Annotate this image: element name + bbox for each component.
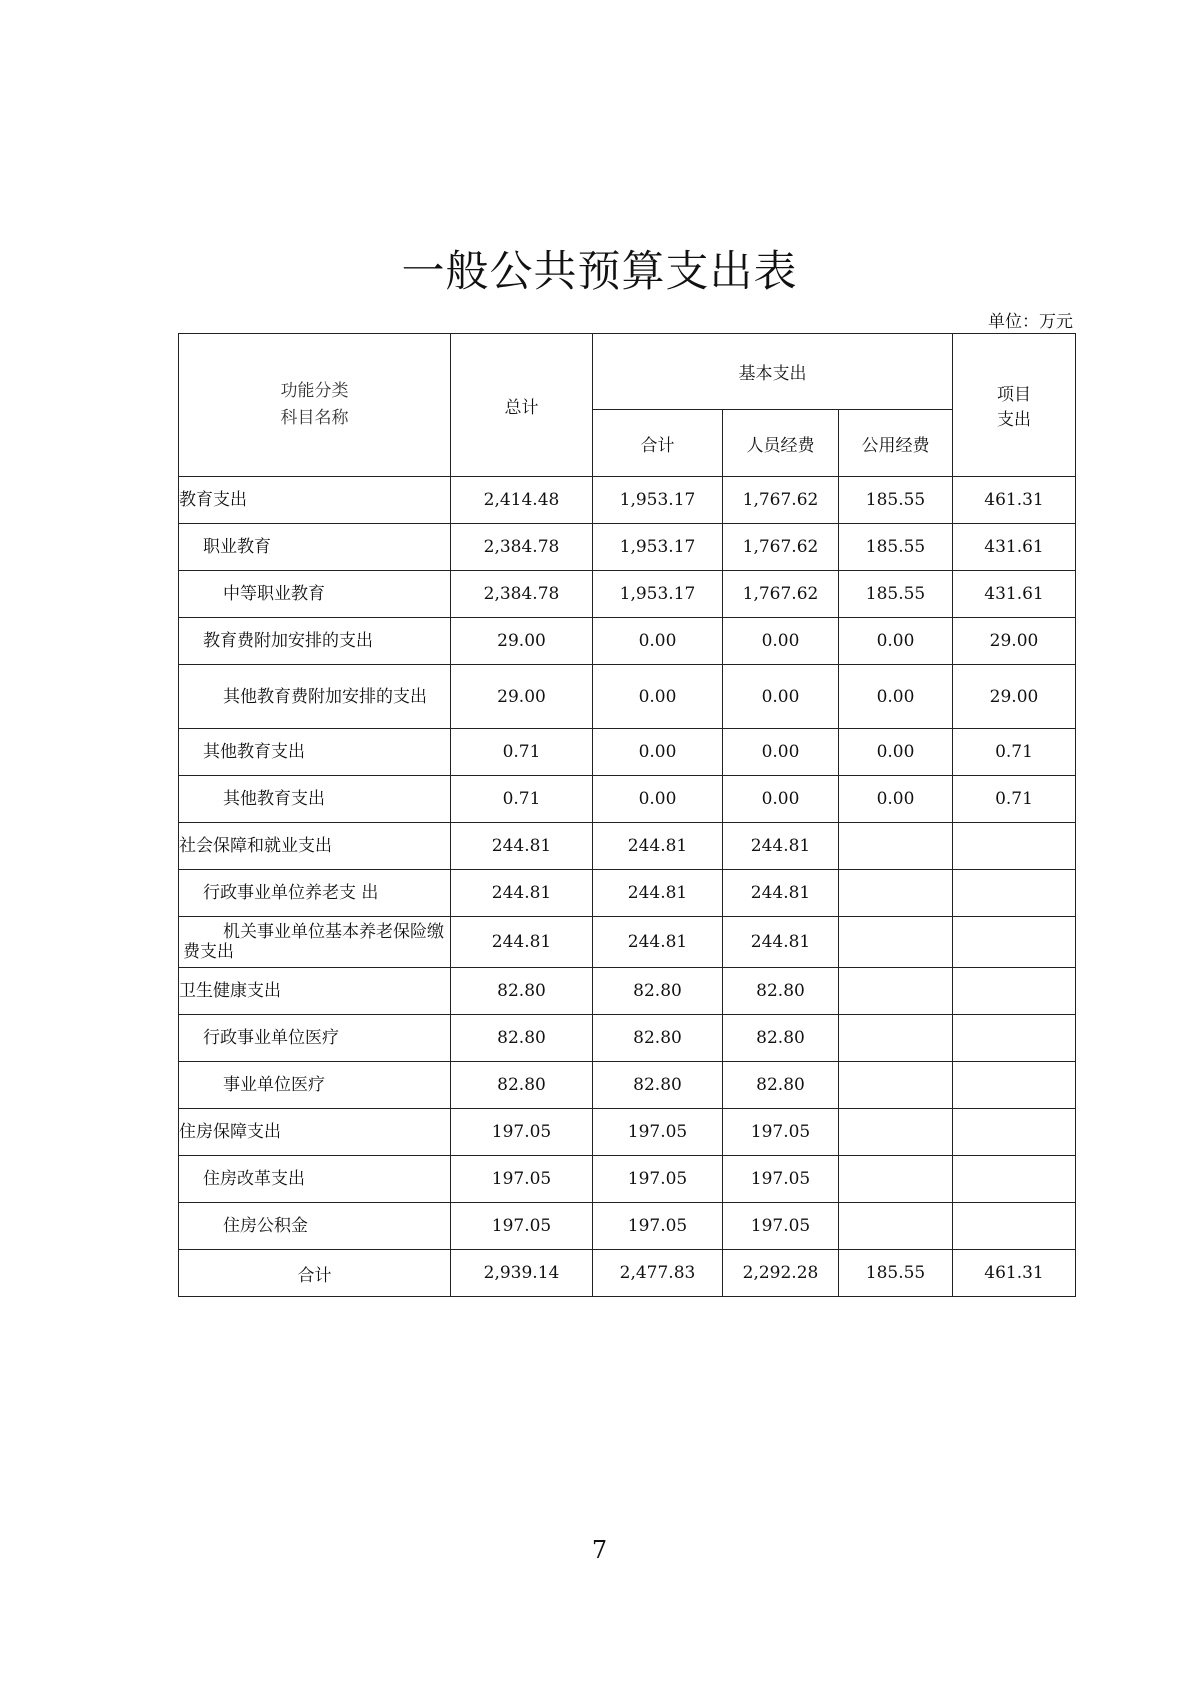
cell-project [953,968,1076,1015]
row-name: 行政事业单位养老支 出 [179,870,451,917]
header-category-line2: 科目名称 [280,408,349,428]
row-name: 住房保障支出 [179,1109,451,1156]
cell-personnel: 82.80 [723,1015,839,1062]
table-row [179,870,1076,917]
cell-project [953,823,1076,870]
table-row [179,1156,1076,1203]
cell-total: 197.05 [451,1203,593,1250]
cell-personnel: 197.05 [723,1156,839,1203]
cell-total: 2,414.48 [451,477,593,524]
cell-subtotal: 82.80 [593,1062,723,1109]
cell-public [839,1015,953,1062]
page-number: 7 [591,1536,608,1564]
cell-public [839,968,953,1015]
table-row [179,776,1076,823]
cell-public: 0.00 [839,776,953,823]
header-project-line2: 支出 [997,410,1031,430]
row-name: 机关事业单位基本养老保险缴费支出 [179,917,451,968]
cell-public [839,1156,953,1203]
cell-total: 244.81 [451,917,593,968]
table-row [179,968,1076,1015]
table-row [179,1062,1076,1109]
cell-personnel: 0.00 [723,729,839,776]
cell-personnel: 0.00 [723,618,839,665]
cell-total: 2,384.78 [451,571,593,618]
cell-subtotal: 0.00 [593,618,723,665]
header-public: 公用经费 [839,410,953,477]
row-name: 教育费附加安排的支出 [179,618,451,665]
row-name: 行政事业单位医疗 [179,1015,451,1062]
table-row [179,1109,1076,1156]
page-title: 一般公共预算支出表 [401,247,798,297]
cell-total: 244.81 [451,823,593,870]
table-row [179,917,1076,968]
cell-public [839,1109,953,1156]
cell-public: 185.55 [839,477,953,524]
cell-public: 185.55 [839,524,953,571]
cell-personnel: 244.81 [723,870,839,917]
cell-project: 461.31 [953,477,1076,524]
cell-personnel: 244.81 [723,917,839,968]
header-total: 总计 [451,334,593,477]
cell-project: 29.00 [953,618,1076,665]
cell-total: 0.71 [451,776,593,823]
row-name: 住房公积金 [179,1203,451,1250]
cell-project [953,1156,1076,1203]
row-name: 社会保障和就业支出 [179,823,451,870]
row-name: 其他教育费附加安排的支出 [179,665,451,729]
cell-personnel: 0.00 [723,776,839,823]
cell-project [953,1109,1076,1156]
cell-total: 29.00 [451,618,593,665]
row-name: 卫生健康支出 [179,968,451,1015]
cell-public [839,917,953,968]
cell-subtotal: 82.80 [593,1015,723,1062]
cell-total: 82.80 [451,1015,593,1062]
cell-total: 82.80 [451,1062,593,1109]
cell-project [953,1015,1076,1062]
cell-subtotal: 0.00 [593,776,723,823]
cell-personnel: 244.81 [723,823,839,870]
budget-table [178,333,1076,1297]
header-category [179,334,451,477]
cell-subtotal: 244.81 [593,870,723,917]
row-name: 职业教育 [179,524,451,571]
cell-public [839,1203,953,1250]
grand-total-project: 461.31 [953,1250,1076,1297]
cell-public: 0.00 [839,729,953,776]
table-row [179,665,1076,729]
cell-project: 0.71 [953,776,1076,823]
row-name: 事业单位医疗 [179,1062,451,1109]
cell-subtotal: 0.00 [593,665,723,729]
cell-personnel: 1,767.62 [723,524,839,571]
header-personnel: 人员经费 [723,410,839,477]
cell-personnel: 1,767.62 [723,477,839,524]
grand-total-public: 185.55 [839,1250,953,1297]
table-row [179,1203,1076,1250]
cell-public [839,1062,953,1109]
cell-public [839,823,953,870]
cell-subtotal: 0.00 [593,729,723,776]
cell-personnel: 82.80 [723,1062,839,1109]
grand-total-label: 合计 [179,1250,451,1297]
row-name: 教育支出 [179,477,451,524]
cell-personnel: 197.05 [723,1109,839,1156]
cell-subtotal: 244.81 [593,823,723,870]
table-row [179,729,1076,776]
cell-total: 197.05 [451,1109,593,1156]
grand-total-total: 2,939.14 [451,1250,593,1297]
cell-subtotal: 1,953.17 [593,524,723,571]
cell-total: 197.05 [451,1156,593,1203]
grand-total-subtotal: 2,477.83 [593,1250,723,1297]
cell-public [839,870,953,917]
cell-personnel: 82.80 [723,968,839,1015]
cell-total: 0.71 [451,729,593,776]
cell-public: 0.00 [839,665,953,729]
cell-total: 2,384.78 [451,524,593,571]
cell-personnel: 0.00 [723,665,839,729]
cell-project [953,870,1076,917]
table-row [179,823,1076,870]
table-row [179,618,1076,665]
header-category-line1: 功能分类 [280,381,349,401]
cell-personnel: 1,767.62 [723,571,839,618]
cell-public: 0.00 [839,618,953,665]
cell-subtotal: 197.05 [593,1109,723,1156]
grand-total-personnel: 2,292.28 [723,1250,839,1297]
cell-total: 29.00 [451,665,593,729]
cell-subtotal: 1,953.17 [593,477,723,524]
cell-subtotal: 244.81 [593,917,723,968]
header-project [953,334,1076,477]
cell-project [953,917,1076,968]
table-row [179,524,1076,571]
grand-total-row [179,1250,1076,1297]
row-name: 住房改革支出 [179,1156,451,1203]
row-name: 其他教育支出 [179,729,451,776]
header-project-line1: 项目 [997,385,1031,405]
cell-subtotal: 1,953.17 [593,571,723,618]
cell-subtotal: 197.05 [593,1156,723,1203]
row-name: 其他教育支出 [179,776,451,823]
table-row [179,1015,1076,1062]
cell-subtotal: 197.05 [593,1203,723,1250]
cell-project [953,1062,1076,1109]
cell-subtotal: 82.80 [593,968,723,1015]
row-name: 中等职业教育 [179,571,451,618]
table-row [179,477,1076,524]
table-row [179,571,1076,618]
cell-project: 29.00 [953,665,1076,729]
header-subtotal: 合计 [593,410,723,477]
cell-project: 431.61 [953,524,1076,571]
cell-total: 244.81 [451,870,593,917]
cell-personnel: 197.05 [723,1203,839,1250]
cell-total: 82.80 [451,968,593,1015]
cell-public: 185.55 [839,571,953,618]
header-basic: 基本支出 [593,334,953,410]
cell-project: 431.61 [953,571,1076,618]
unit-label: 单位：万元 [988,312,1073,332]
cell-project [953,1203,1076,1250]
cell-project: 0.71 [953,729,1076,776]
